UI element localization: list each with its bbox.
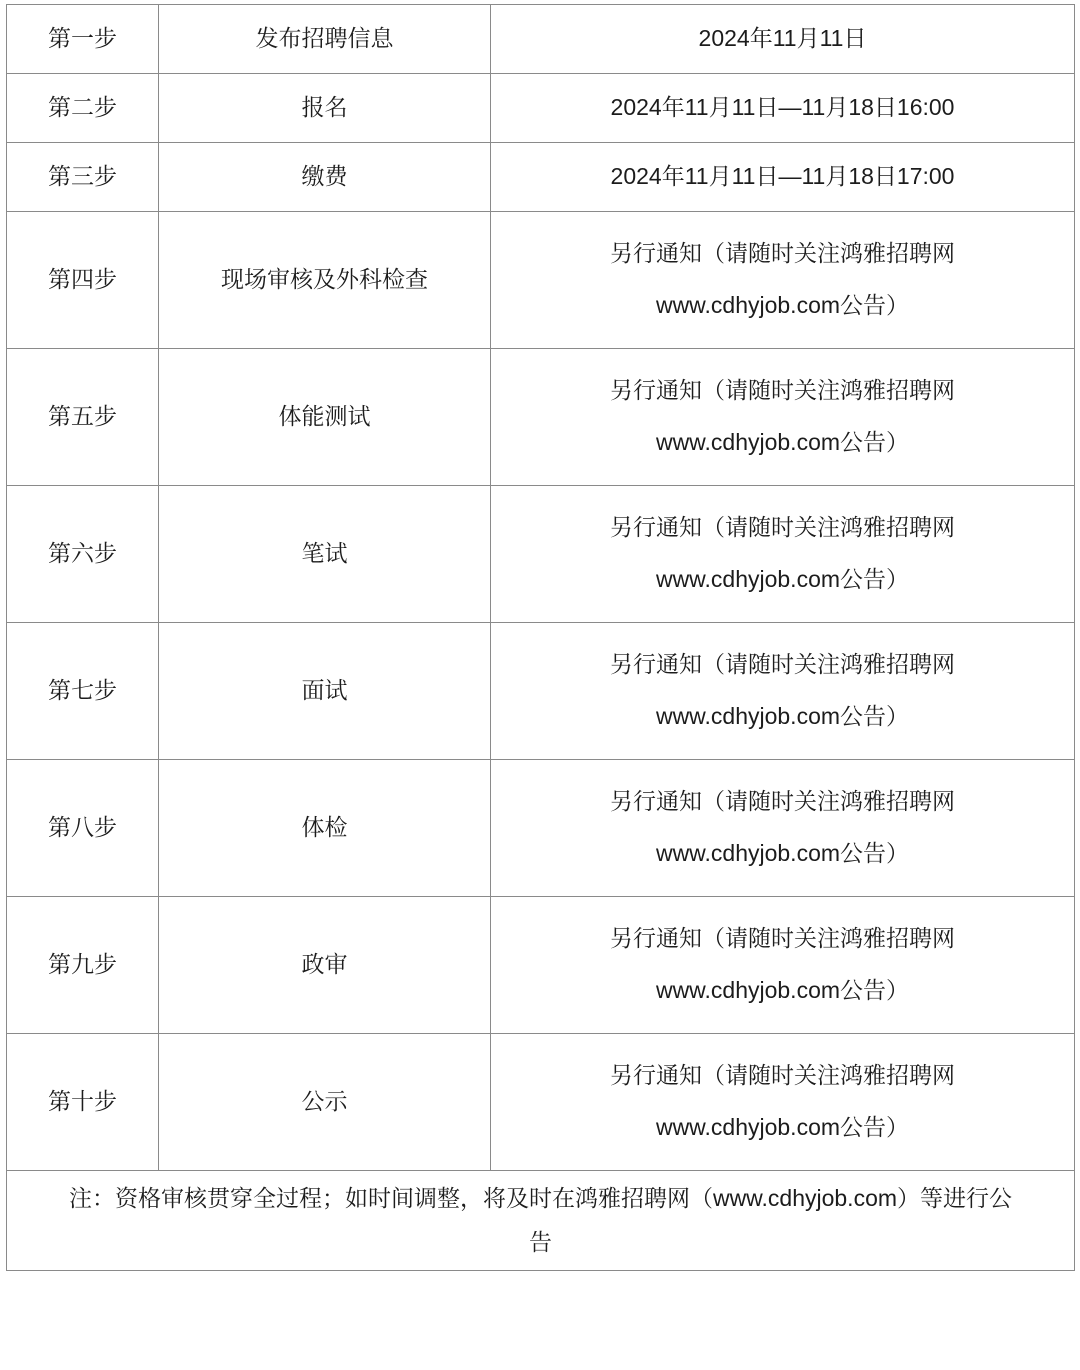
item-label: 笔试 [159, 486, 491, 623]
item-label: 公示 [159, 1034, 491, 1171]
step-label: 第四步 [7, 212, 159, 349]
time-line: 另行通知（请随时关注鸿雅招聘网 [610, 377, 955, 404]
time-line: 2024年11月11日 [698, 25, 867, 52]
time-line: www.cdhyjob.com公告） [655, 566, 910, 592]
time-line: www.cdhyjob.com公告） [655, 840, 910, 866]
table-note-row [7, 1171, 1075, 1271]
time-line: www.cdhyjob.com公告） [655, 977, 910, 1003]
note-line-1: 注：资格审核贯穿全过程；如时间调整，将及时在鸿雅招聘网（www.cdhyjob.com）等进行公 [68, 1185, 1013, 1211]
item-label: 面试 [159, 623, 491, 760]
item-label: 缴费 [159, 143, 491, 212]
time-line: www.cdhyjob.com公告） [655, 703, 910, 729]
time-label [491, 5, 1075, 74]
time-label [491, 486, 1075, 623]
table-note [7, 1171, 1075, 1271]
item-label: 现场审核及外科检查 [159, 212, 491, 349]
time-line: 另行通知（请随时关注鸿雅招聘网 [610, 514, 955, 541]
time-label [491, 349, 1075, 486]
item-label: 报名 [159, 74, 491, 143]
table-row [7, 143, 1075, 212]
note-line-2: 告 [529, 1228, 552, 1255]
time-line: 另行通知（请随时关注鸿雅招聘网 [610, 788, 955, 815]
time-line: 另行通知（请随时关注鸿雅招聘网 [610, 651, 955, 678]
item-label: 体检 [159, 760, 491, 897]
time-label [491, 1034, 1075, 1171]
time-line: 2024年11月11日—11月18日16:00 [610, 94, 955, 121]
step-label: 第十步 [7, 1034, 159, 1171]
time-line: 2024年11月11日—11月18日17:00 [610, 163, 955, 190]
time-label [491, 623, 1075, 760]
table-row [7, 1034, 1075, 1171]
item-label: 体能测试 [159, 349, 491, 486]
time-line: www.cdhyjob.com公告） [655, 429, 910, 455]
step-label: 第六步 [7, 486, 159, 623]
time-line: www.cdhyjob.com公告） [655, 1114, 910, 1140]
time-line: 另行通知（请随时关注鸿雅招聘网 [610, 1062, 955, 1089]
step-label: 第九步 [7, 897, 159, 1034]
table-row [7, 486, 1075, 623]
table-row [7, 5, 1075, 74]
time-line: 另行通知（请随时关注鸿雅招聘网 [610, 925, 955, 952]
time-label [491, 212, 1075, 349]
step-label: 第七步 [7, 623, 159, 760]
table-row [7, 897, 1075, 1034]
time-label [491, 74, 1075, 143]
table-row [7, 212, 1075, 349]
step-label: 第二步 [7, 74, 159, 143]
step-label: 第三步 [7, 143, 159, 212]
item-label: 政审 [159, 897, 491, 1034]
time-label [491, 143, 1075, 212]
time-line: 另行通知（请随时关注鸿雅招聘网 [610, 240, 955, 267]
step-label: 第五步 [7, 349, 159, 486]
time-label [491, 897, 1075, 1034]
recruitment-schedule-table [6, 4, 1075, 1271]
table-row [7, 74, 1075, 143]
table-row [7, 760, 1075, 897]
table-row [7, 349, 1075, 486]
step-label: 第一步 [7, 5, 159, 74]
item-label: 发布招聘信息 [159, 5, 491, 74]
table-row [7, 623, 1075, 760]
time-label [491, 760, 1075, 897]
time-line: www.cdhyjob.com公告） [655, 292, 910, 318]
step-label: 第八步 [7, 760, 159, 897]
